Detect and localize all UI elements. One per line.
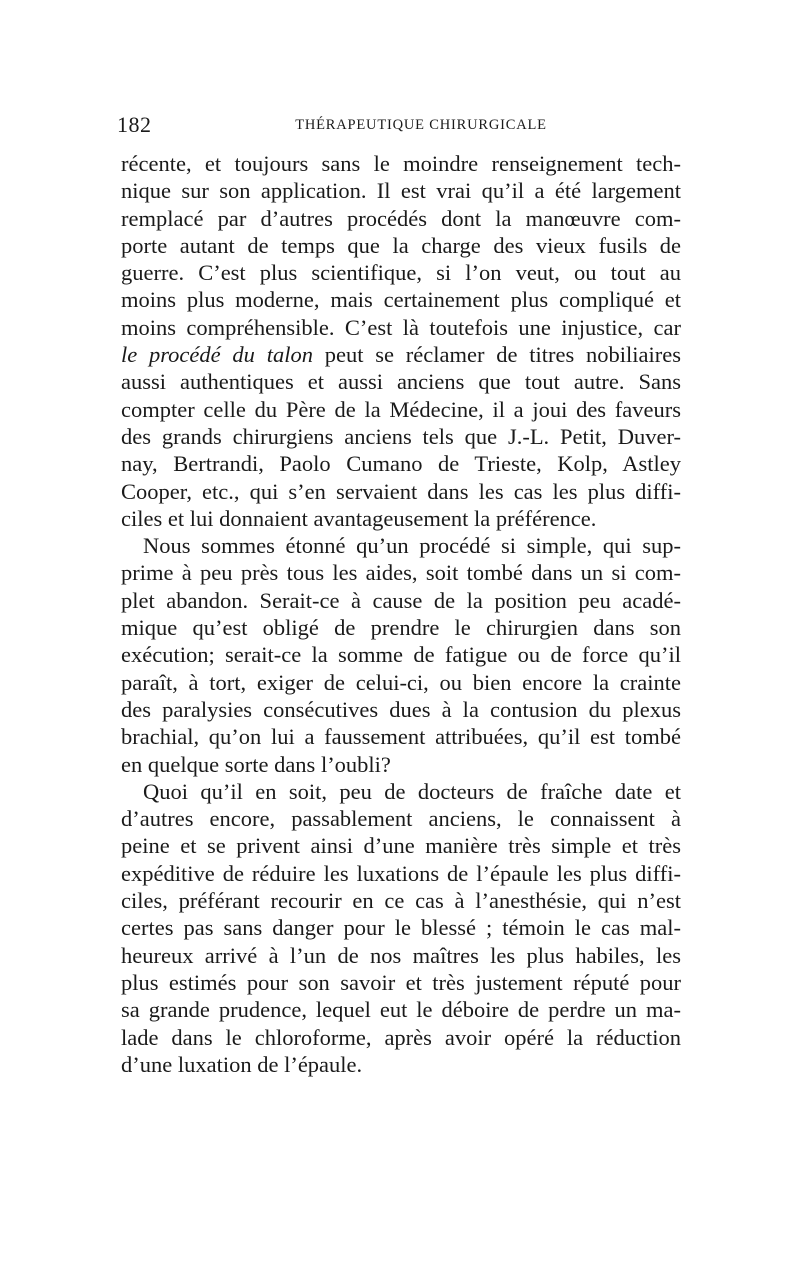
page-header xyxy=(117,112,681,142)
text-line: sa grande prudence, lequel eut le déboire de perdre un ma- xyxy=(121,997,681,1023)
paragraph-2 xyxy=(121,532,681,778)
text-line: heureux arrivé à l’un de nos maîtres les plus habiles, les xyxy=(121,942,681,968)
text-line: d’autres encore, passablement anciens, le connaissent à xyxy=(121,806,681,832)
page-number: 182 xyxy=(117,112,152,137)
text-line: prime à peu près tous les aides, soit tombé dans un si com- xyxy=(121,560,681,586)
running-title: THÉRAPEUTIQUE CHIRURGICALE xyxy=(295,117,547,133)
text-line: exécution; serait-ce la somme de fatigue ou de force qu’il xyxy=(121,642,681,668)
paragraph-1 xyxy=(121,150,681,532)
book-page xyxy=(117,112,682,1078)
text-line: ciles, préférant recourir en ce cas à l’anesthésie, qui n’est xyxy=(121,888,681,914)
text-line-with-italic xyxy=(121,341,681,368)
text-line: d’une luxation de l’épaule. xyxy=(121,1051,363,1077)
text-line: plet abandon. Serait-ce à cause de la position peu acadé- xyxy=(121,587,681,613)
text-line: guerre. C’est plus scientifique, si l’on veut, ou tout au xyxy=(121,260,681,286)
text-line: brachial, qu’on lui a faussement attribuées, qu’il est tombé xyxy=(121,724,681,750)
text-line: des grands chirurgiens anciens tels que J.-L. Petit, Duver- xyxy=(121,423,681,449)
body-text xyxy=(121,150,681,1078)
text-line-rest: peut se réclamer de titres nobiliaires xyxy=(324,342,682,368)
text-line: peine et se privent ainsi d’une manière très simple et très xyxy=(121,833,681,859)
text-line: expéditive de réduire les luxations de l’épaule les plus diffi- xyxy=(121,860,681,886)
text-line: nay, Bertrandi, Paolo Cumano de Trieste, Kolp, Astley xyxy=(121,451,681,477)
italic-phrase: le procédé du talon xyxy=(121,342,313,368)
text-line: ciles et lui donnaient avantageusement la préférence. xyxy=(121,505,597,531)
text-line: des paralysies consécutives dues à la contusion du plexus xyxy=(121,696,681,722)
text-line: nique sur son application. Il est vrai qu’il a été largement xyxy=(121,178,681,204)
text-line: porte autant de temps que la charge des vieux fusils de xyxy=(121,232,681,258)
text-line: moins plus moderne, mais certainement plus compliqué et xyxy=(121,287,681,313)
text-line: récente, et toujours sans le moindre renseignement tech- xyxy=(121,151,681,176)
text-line: en quelque sorte dans l’oubli? xyxy=(121,751,391,777)
text-line: certes pas sans danger pour le blessé ; témoin le cas mal- xyxy=(121,915,681,941)
text-line: Cooper, etc., qui s’en servaient dans les cas les plus diffi- xyxy=(121,478,681,504)
text-line: Quoi qu’il en soit, peu de docteurs de fraîche date et xyxy=(143,778,681,804)
text-line: lade dans le chloroforme, après avoir opéré la réduction xyxy=(121,1024,681,1050)
text-line: paraît, à tort, exiger de celui-ci, ou bien encore la crainte xyxy=(121,669,681,695)
text-line: Nous sommes étonné qu’un procédé si simple, qui sup- xyxy=(143,533,681,559)
text-line: plus estimés pour son savoir et très justement réputé pour xyxy=(121,969,681,995)
text-line: mique qu’est obligé de prendre le chirurgien dans son xyxy=(121,615,681,641)
text-line: remplacé par d’autres procédés dont la manœuvre com- xyxy=(121,205,681,231)
paragraph-3 xyxy=(121,778,681,1078)
text-line: aussi authentiques et aussi anciens que tout autre. Sans xyxy=(121,369,681,395)
text-line: moins compréhensible. C’est là toutefois une injustice, car xyxy=(121,314,681,340)
text-line: compter celle du Père de la Médecine, il a joui des faveurs xyxy=(121,396,681,422)
